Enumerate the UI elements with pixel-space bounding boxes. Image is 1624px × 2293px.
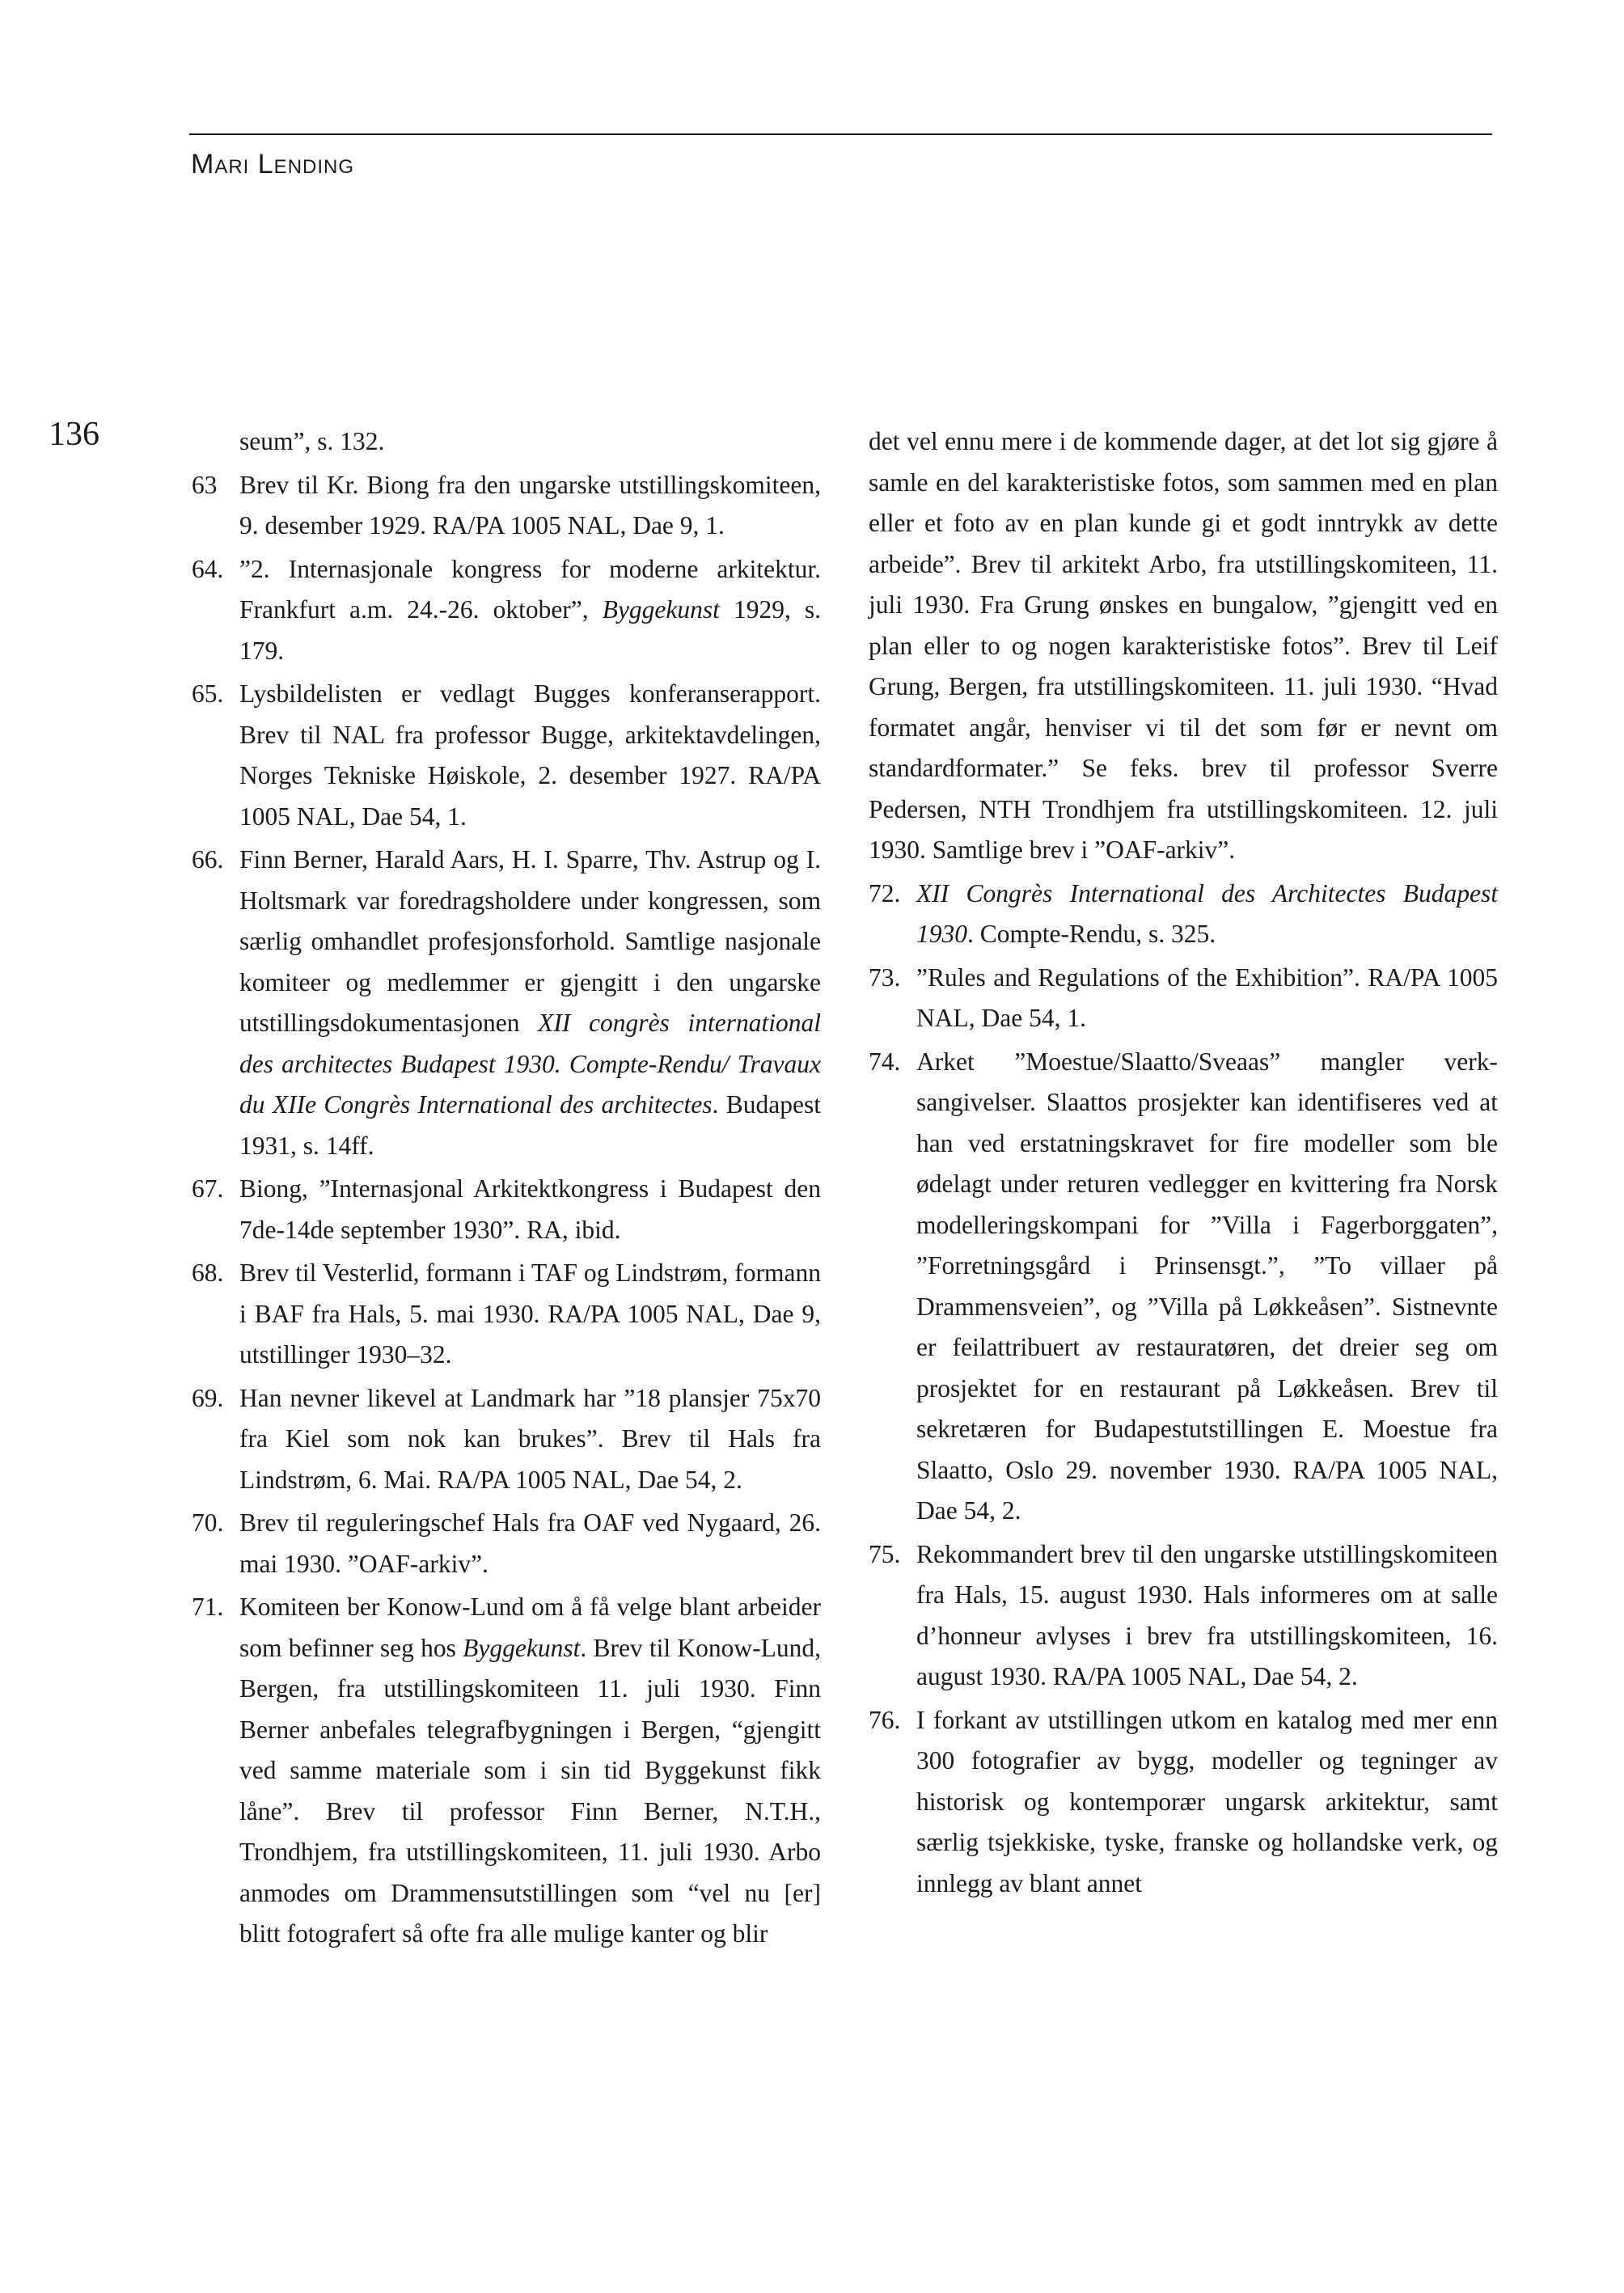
footnote-text: Arket ”Moestue/Slaatto/Sveaas” mangler verksangivelser. Slaattos prosjekter kan identifiseres ved at han ved erstatningskravet for fire modeller som ble ødelagt under returen vedlegger en kvittering fra Norsk modelleringskompani for ”Villa i Fagerborggaten”, ”Forretningsgård i Prinsensgt.”, ”To villaer på Drammensveien”, og ”Villa på Løkkeåsen”. Sistnevnte er feilattribuert av restauratøren, det dreier seg om prosjektet for en restaurant på Løkkeåsen. Brev til sekretæren for Budapestutstillingen E. Moestue fra Slaatto, Oslo 29. november 1930. RA/PA 1005 NAL, Dae 54, 2. bbox=[916, 1047, 1498, 1525]
footnote-item bbox=[869, 1534, 1498, 1698]
footnote-item bbox=[869, 421, 1498, 871]
footnote-text: 1929, s. 179. bbox=[239, 595, 821, 665]
notes-column-left bbox=[192, 421, 821, 1957]
footnote-number: 64. bbox=[192, 554, 224, 583]
footnote-text: I forkant av utstillingen utkom en katalog med mer enn 300 fotografier av bygg, modeller og tegninger av historisk og kontemporær ungarsk arkitektur, samt særlig tsjekkiske, tyske, franske og hollandske verk, og innlegg av blant annet bbox=[916, 1705, 1498, 1897]
footnote-item bbox=[192, 549, 821, 672]
footnote-text: Komiteen ber Konow-Lund om å få velge blant arbeider som befinner seg hos bbox=[239, 1593, 821, 1662]
footnote-italic-text: Byggekunst bbox=[602, 595, 720, 624]
footnote-italic-text: XII Congrès International des Architectes Budapest 1930 bbox=[916, 878, 1498, 948]
footnote-text: Brev til reguleringschef Hals fra OAF ved Nygaard, 26. mai 1930. ”OAF-arkiv”. bbox=[239, 1508, 821, 1578]
footnote-item bbox=[192, 1169, 821, 1250]
footnote-text: ”Rules and Regulations of the Exhibition”. RA/PA 1005 NAL, Dae 54, 1. bbox=[916, 962, 1498, 1032]
footnote-item bbox=[192, 840, 821, 1166]
footnote-item bbox=[192, 1503, 821, 1584]
footnote-text: . Budapest 1931, s. 14ff. bbox=[239, 1090, 822, 1160]
footnote-item bbox=[869, 1700, 1498, 1905]
footnote-text: Rekommandert brev til den ungarske utstillingskomiteen fra Hals, 15. august 1930. Hals informeres om at salle d’honneur avlyses i brev fra utstillingskomiteen, 16. august 1930. RA/PA 1005 NAL, Dae 54, 2. bbox=[916, 1539, 1498, 1690]
footnote-text: seum”, s. 132. bbox=[239, 427, 385, 455]
footnote-number: 70. bbox=[192, 1508, 224, 1537]
footnote-text: det vel ennu mere i de kommende dager, at det lot sig gjøre å samle en del karakteristiske fotos, som sammen med en plan eller et foto av en plan kunde gi et godt inntrykk av dette arbeide”. Brev til arkitekt Arbo, fra utstillingskomiteen, 11. juli 1930. Fra Grung ønskes en bungalow, ”gjengitt ved en plan eller to og nogen karakteristiske fotos”. Brev til Leif Grung, Bergen, fra utstillingskomiteen. 11. juli 1930. “Hvad formatet angår, henviser vi til det som før er nevnt om standardformater.” Se feks. brev til professor Sverre Pedersen, NTH Trondhjem fra utstillingskomiteen. 12. juli 1930. Samtlige brev i ”OAF-arkiv”. bbox=[869, 427, 1498, 864]
footnote-text: Biong, ”Internasjonal Arkitektkongress i Budapest den 7de-14de september 1930”. RA, ibid. bbox=[239, 1174, 821, 1244]
running-head: Mari Lending bbox=[191, 149, 355, 180]
footnote-italic-text: Byggekunst bbox=[463, 1633, 581, 1662]
footnote-text: Brev til Kr. Biong fra den ungarske utstillingskomiteen, 9. desember 1929. RA/PA 1005 NAL, Dae 9, 1. bbox=[239, 470, 821, 539]
footnote-item bbox=[192, 1378, 821, 1501]
footnote-text: Lysbildelisten er vedlagt Bugges konferanserapport. Brev til NAL fra professor Bugge, arkitektavdelingen, Norges Tekniske Høiskole, 2. desember 1927. RA/PA 1005 NAL, Dae 54, 1. bbox=[239, 679, 821, 831]
footnote-text: Han nevner likevel at Landmark har ”18 plansjer 75x70 fra Kiel som nok kan brukes”. Brev til Hals fra Lindstrøm, 6. Mai. RA/PA 1005 NAL, Dae 54, 2. bbox=[239, 1383, 821, 1494]
footnote-text: Brev til Vesterlid, formann i TAF og Lindstrøm, formann i BAF fra Hals, 5. mai 1930. RA/PA 1005 NAL, Dae 9, utstillinger 1930–32. bbox=[239, 1259, 821, 1369]
footnote-number: 76. bbox=[869, 1705, 901, 1734]
footnote-number: 72. bbox=[869, 878, 901, 907]
footnote-number: 65. bbox=[192, 679, 224, 708]
footnote-item bbox=[192, 674, 821, 837]
footnote-number: 71. bbox=[192, 1593, 224, 1621]
footnote-text: Finn Berner, Harald Aars, H. I. Sparre, Thv. Astrup og I. Holtsmark var foredragsholdere under kongressen, som særlig omhandlet profesjonsforhold. Samtlige nasjonale komiteer og medlemmer er gjengitt i den ungarske utstillingsdokumentasjonen bbox=[239, 845, 821, 1037]
notes-column-right bbox=[869, 421, 1498, 1906]
footnote-item bbox=[869, 1042, 1498, 1532]
page-number: 136 bbox=[49, 416, 99, 453]
footnote-text: . Compte-Rendu, s. 325. bbox=[967, 920, 1216, 948]
footnote-number: 66. bbox=[192, 845, 224, 874]
footnote-item bbox=[869, 874, 1498, 955]
footnote-number: 74. bbox=[869, 1047, 901, 1076]
footnote-number: 73. bbox=[869, 962, 901, 992]
footnote-item bbox=[192, 465, 821, 547]
footnote-number: 69. bbox=[192, 1383, 224, 1412]
footnote-number: 68. bbox=[192, 1259, 224, 1287]
footnote-text: ”2. Internasjonale kongress for moderne arkitektur. Frankfurt a.m. 24.-26. oktober”, bbox=[239, 554, 821, 624]
footnote-text: . Brev til Konow-Lund, Bergen, fra utstillingskomiteen 11. juli 1930. Finn Berner anbefales telegrafbygningen i Bergen, “gjengitt ved samme materiale som i sin tid Byggekunst fikk låne”. Brev til professor Finn Berner, N.T.H., Trondhjem, fra utstillingskomiteen, 11. juli 1930. Arbo anmodes om Drammensutstillingen som “vel nu [er] blitt fotografert så ofte fra alle mulige kanter og blir bbox=[239, 1633, 822, 1948]
footnote-item bbox=[192, 421, 821, 463]
footnote-italic-text: XII congrès international des architectes Budapest 1930. Compte-Rendu/ Travaux du XIIe Congrès International des architectes bbox=[239, 1009, 821, 1119]
footnote-item bbox=[192, 1253, 821, 1376]
footnote-number: 67. bbox=[192, 1174, 224, 1203]
footnote-number: 63 bbox=[192, 470, 218, 499]
footnote-item bbox=[869, 958, 1498, 1039]
header-rule bbox=[189, 133, 1492, 135]
footnote-item bbox=[192, 1587, 821, 1955]
footnote-number: 75. bbox=[869, 1539, 901, 1568]
